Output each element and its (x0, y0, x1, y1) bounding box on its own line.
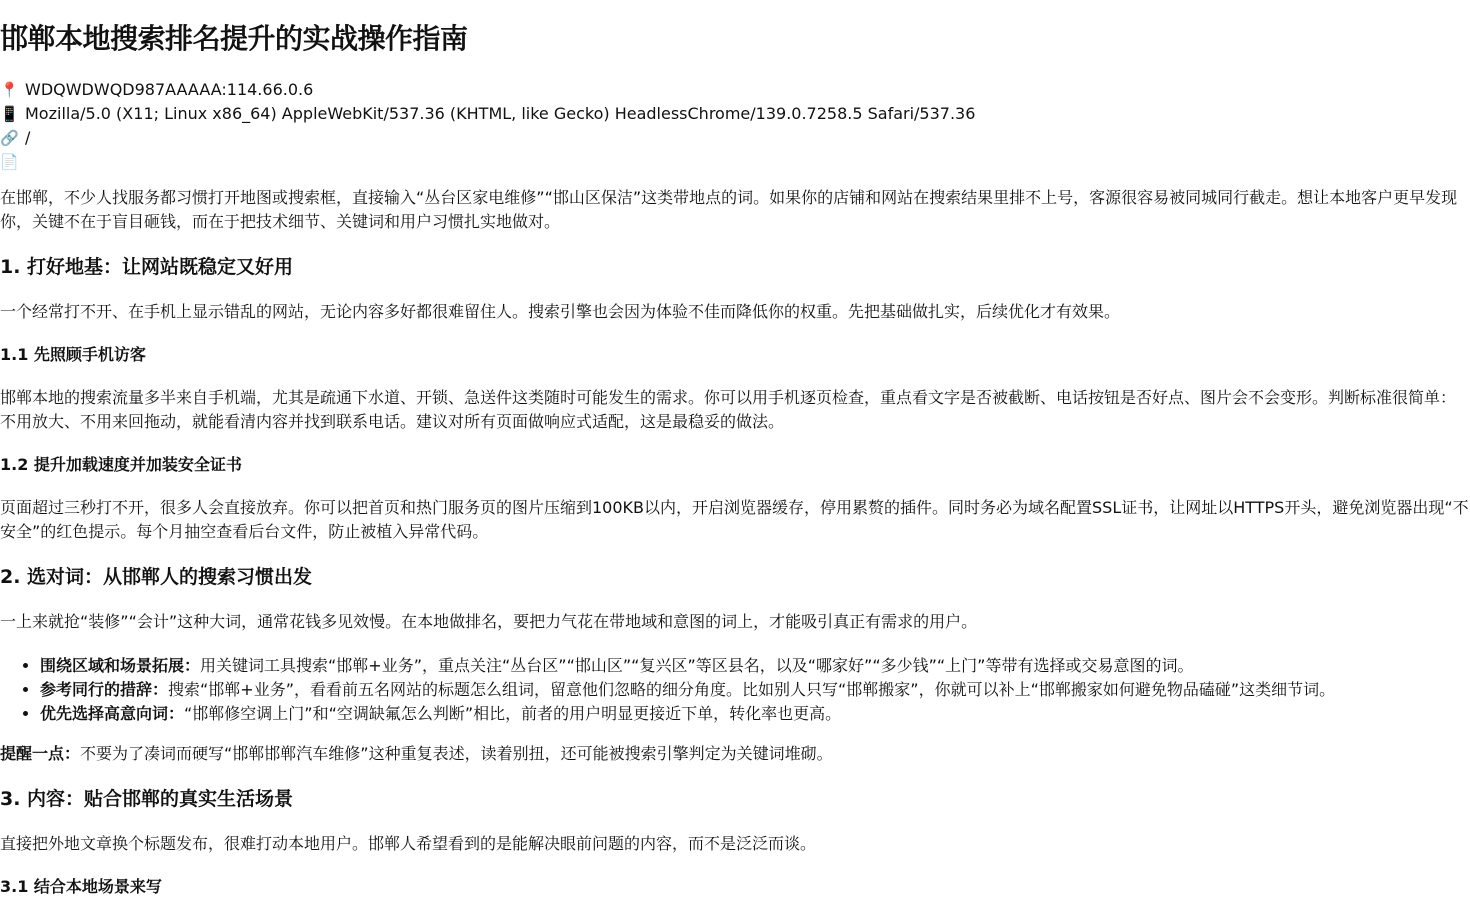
list-item (40, 702, 1470, 726)
location-pin-icon: 📍 (0, 81, 19, 99)
section-2-heading: 2. 选对词：从邯郸人的搜索习惯出发 (0, 566, 313, 588)
mobile-phone-icon: 📱 (0, 105, 19, 123)
list-item (40, 678, 1470, 702)
article-content (0, 186, 1470, 918)
section-1-heading: 1. 打好地基：让网站既稳定又好用 (0, 256, 294, 278)
section-3-heading: 3. 内容：贴合邯郸的真实生活场景 (0, 788, 294, 810)
list-item-label: 围绕区域和场景拓展： (40, 656, 201, 675)
note-label: 提醒一点： (0, 744, 81, 763)
section-1-paragraph: 一个经常打不开、在手机上显示错乱的网站，无论内容多好都很难留住人。搜索引擎也会因为体验不佳而降低你的权重。先把基础做扎实，后续优化才有效果。 (0, 302, 1121, 321)
section-2-paragraph: 一上来就抢“装修”“会计”这种大词，通常花钱多见效慢。在本地做排名，要把力气花在带地域和意图的词上，才能吸引真正有需求的用户。 (0, 612, 978, 631)
meta-link-line (0, 126, 1470, 150)
section-1-2-heading: 1.2 提升加载速度并加装安全证书 (0, 455, 242, 474)
meta-doc-line (0, 150, 1470, 174)
section-3-1-heading: 3.1 结合本地场景来写 (0, 877, 162, 896)
section-3-paragraph: 直接把外地文章换个标题发布，很难打动本地用户。邯郸人希望看到的是能解决眼前问题的内容，而不是泛泛而谈。 (0, 834, 817, 853)
meta-link-text: / (25, 128, 31, 147)
intro-paragraph: 在邯郸，不少人找服务都习惯打开地图或搜索框，直接输入“丛台区家电维修”“邯山区保洁”这类带地点的词。如果你的店铺和网站在搜索结果里排不上号，客源很容易被同城同行截走。想让本地客户更早发现你，关键不在于盲目砸钱，而在于把技术细节、关键词和用户习惯扎实地做对。 (0, 188, 1458, 231)
meta-ua-text: Mozilla/5.0 (X11; Linux x86_64) AppleWebKit/537.36 (KHTML, like Gecko) HeadlessChrome/139.0.7258.5 Safari/537.36 (25, 104, 976, 123)
section-1-1-paragraph: 邯郸本地的搜索流量多半来自手机端，尤其是疏通下水道、开锁、急送件这类随时可能发生的需求。你可以用手机逐页检查，重点看文字是否被截断、电话按钮是否好点、图片会不会变形。判断标准很简单：不用放大、不用来回拖动，就能看清内容并找到联系电话。建议对所有页面做响应式适配，这是最稳妥的做法。 (0, 388, 1457, 431)
page-title: 邯郸本地搜索排名提升的实战操作指南 (0, 22, 468, 55)
list-item-label: 参考同行的措辞： (40, 680, 169, 699)
meta-ua-line (0, 102, 1470, 126)
list-item-text: 用关键词工具搜索“邯郸+业务”，重点关注“丛台区”“邯山区”“复兴区”等区县名，以及“哪家好”“多少钱”“上门”等带有选择或交易意图的词。 (200, 656, 1194, 675)
section-1-2-paragraph: 页面超过三秒打不开，很多人会直接放弃。你可以把首页和热门服务页的图片压缩到100KB以内，开启浏览器缓存，停用累赘的插件。同时务必为域名配置SSL证书，让网址以HTTPS开头，避免浏览器出现“不安全”的红色提示。每个月抽空查看后台文件，防止被植入异常代码。 (0, 498, 1469, 541)
meta-ip-line (0, 78, 1470, 102)
link-icon: 🔗 (0, 129, 19, 147)
meta-info (0, 78, 1470, 174)
section-2-note (0, 742, 1470, 766)
list-item (40, 654, 1470, 678)
list-item-text: 搜索“邯郸+业务”，看看前五名网站的标题怎么组词，留意他们忽略的细分角度。比如别人只写“邯郸搬家”，你就可以补上“邯郸搬家如何避免物品磕碰”这类细节词。 (168, 680, 1336, 699)
list-item-label: 优先选择高意向词： (40, 704, 185, 723)
meta-ip-text: WDQWDWQD987AAAAA:114.66.0.6 (25, 80, 314, 99)
list-item-text: “邯郸修空调上门”和“空调缺氟怎么判断”相比，前者的用户明显更接近下单，转化率也更高。 (184, 704, 842, 723)
section-2-list (0, 654, 1470, 726)
note-text: 不要为了凑词而硬写“邯郸邯郸汽车维修”这种重复表述，读着别扭，还可能被搜索引擎判定为关键词堆砌。 (80, 744, 833, 763)
document-icon: 📄 (0, 153, 19, 171)
section-1-1-heading: 1.1 先照顾手机访客 (0, 345, 146, 364)
